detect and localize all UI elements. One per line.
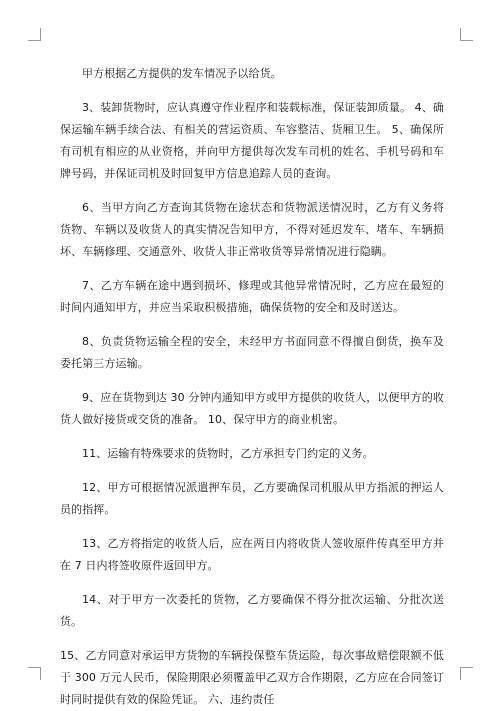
paragraph: 15、乙方同意对承运甲方货物的车辆投保整车货运险，每次事故赔偿限额不低于 300 万元人民币，保险期限必须覆盖甲乙双方合作期限，乙方应在合同签订时同时提供有效的保险凭证。 六、违约责任 xyxy=(60,649,444,706)
paragraph: 3、装卸货物时，应认真遵守作业程序和装载标准，保证装卸质量。 4、确保运输车辆手续合法、有相关的营运资质、车容整洁、货厢卫生。 5、确保所有司机有相应的从业资格，并向甲方提供每次发车司机的姓名、手机号码和车牌号码，并保证司机及时回复甲方信息追踪人员的查询。 xyxy=(60,101,444,180)
paragraph: 8、负责货物运输全程的安全，未经甲方书面同意不得擅自倒货，换车及委托第三方运输。 xyxy=(60,335,444,370)
document-body xyxy=(60,63,444,711)
paragraph: 13、乙方将指定的收货人后，应在两日内将收货人签收原件传真至甲方并在 7 日内将签收原件返回甲方。 xyxy=(60,537,444,572)
crop-mark-top-right xyxy=(460,28,473,41)
paragraph: 14、对于甲方一次委托的货物，乙方要确保不得分批次运输、分批次送货。 xyxy=(60,593,444,628)
crop-mark-bottom-right xyxy=(460,667,473,680)
paragraph: 甲方根据乙方提供的发车情况予以给货。 xyxy=(82,67,282,80)
paragraph: 7、乙方车辆在途中遇到损坏、修理或其他异常情况时，乙方应在最短的时间内通知甲方，并应当采取积极措施，确保货物的安全和及时送达。 xyxy=(60,279,444,314)
paragraph: 12、甲方可根据情况派遣押车员，乙方要确保司机服从甲方指派的押运人员的指挥。 xyxy=(60,481,444,516)
paragraph: 11、运输有特殊要求的货物时，乙方承担专门约定的义务。 xyxy=(82,447,374,460)
paragraph: 9、应在货物到达 30 分钟内通知甲方或甲方提供的收货人，以便甲方的收货人做好接货或交货的准备。 10、保守甲方的商业机密。 xyxy=(60,391,444,426)
crop-mark-bottom-left xyxy=(28,667,41,680)
paragraph: 6、当甲方向乙方查询其货物在途状态和货物派送情况时，乙方有义务将货物、车辆以及收货人的真实情况告知甲方，不得对延迟发车、堵车、车辆损坏、车辆修理、交通意外、收货人非正常收货等异常情况进行隐瞒。 xyxy=(60,201,444,258)
crop-mark-top-left xyxy=(28,28,41,41)
